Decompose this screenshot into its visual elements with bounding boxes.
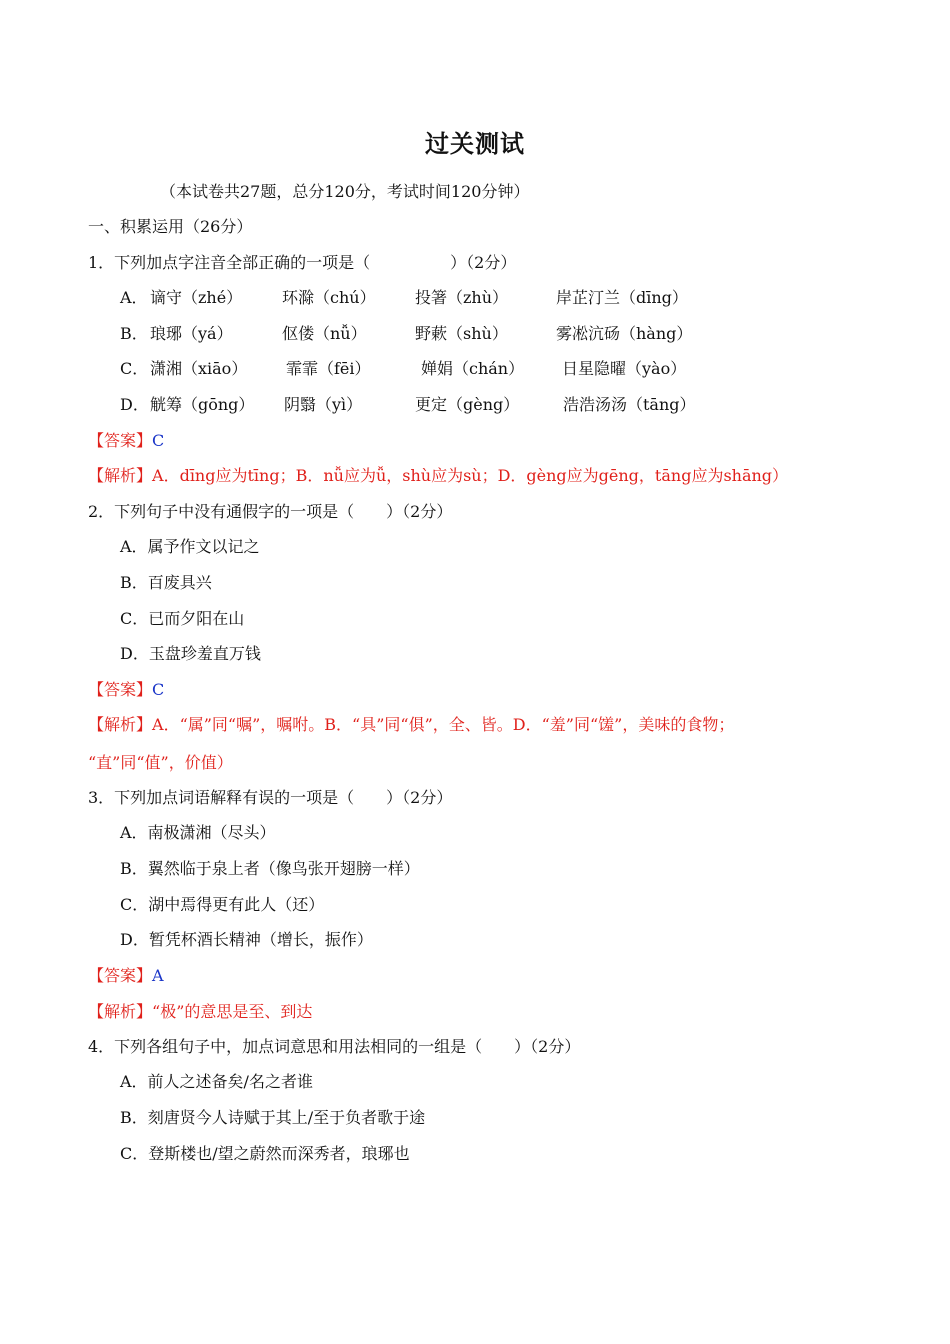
option-item: 浩浩汤汤（tāng） (563, 395, 696, 414)
answer-tag: 【答案】 (88, 431, 153, 450)
question-4-option-c: C．登斯楼也/望之蔚然而深秀者，琅琊也 (120, 1144, 410, 1163)
question-2-analysis (88, 715, 734, 735)
answer-value: C (152, 680, 165, 699)
question-4-stem: 4．下列各组句子中，加点词意思和用法相同的一组是（ ）（2分） (88, 1037, 581, 1056)
option-label: A． (120, 288, 148, 307)
option-item: 岸芷汀兰（dīng） (556, 288, 688, 307)
question-1-answer (88, 431, 164, 451)
option-item: 雾凇沆砀（hàng） (556, 324, 693, 343)
section-heading: 一、积累运用（26分） (88, 217, 253, 236)
question-3-option-c: C．湖中焉得更有此人（还） (120, 895, 325, 914)
analysis-text: A．“属”同“嘱”，嘱咐。B．“具”同“俱”，全、皆。D．“羞”同“馐”，美味的食物； (152, 715, 735, 734)
question-2-stem: 2．下列句子中没有通假字的一项是（ ）（2分） (88, 502, 453, 521)
option-item: 日星隐曜（yào） (562, 359, 687, 378)
analysis-tag: 【解析】 (88, 1002, 153, 1021)
question-3-option-a: A．南极潇湘（尽头） (120, 823, 276, 842)
option-item: 潇湘（xiāo） (150, 359, 248, 378)
question-1-stem: 1．下列加点字注音全部正确的一项是（ ）（2分） (88, 253, 517, 272)
exam-intro: （本试卷共27题，总分120分，考试时间120分钟） (160, 182, 530, 201)
option-label: C． (120, 359, 149, 378)
answer-tag: 【答案】 (88, 966, 153, 985)
option-item: 琅琊（yá） (150, 324, 233, 343)
option-item: 伛偻（nǚ） (282, 324, 367, 343)
option-item: 野蔌（shù） (415, 324, 508, 343)
question-3-option-b: B．翼然临于泉上者（像鸟张开翅膀一样） (120, 859, 420, 878)
option-item: 婵娟（chán） (421, 359, 525, 378)
option-item: 霏霏（fēi） (286, 359, 371, 378)
answer-value: A (152, 966, 164, 985)
question-2-option-c: C．已而夕阳在山 (120, 609, 245, 628)
question-3-answer (88, 966, 164, 986)
question-2-analysis-cont: “直”同“值”，价值） (88, 753, 233, 772)
question-2-option-d: D．玉盘珍羞直万钱 (120, 644, 261, 663)
analysis-text: A．dīng应为tīng；B．nǚ应为ǚ，shù应为sù；D．gèng应为gēng，tāng应为shāng） (152, 466, 789, 485)
question-3-analysis (88, 1002, 312, 1022)
option-item: 阴翳（yì） (284, 395, 363, 414)
option-item: 觥筹（gōng） (150, 395, 255, 414)
option-label: D． (120, 395, 149, 414)
question-1-analysis (88, 466, 788, 486)
analysis-tag: 【解析】 (88, 715, 153, 734)
question-3-stem: 3．下列加点词语解释有误的一项是（ ）（2分） (88, 788, 453, 807)
question-2-option-b: B．百废具兴 (120, 573, 212, 592)
option-item: 投箸（zhù） (415, 288, 509, 307)
analysis-tag: 【解析】 (88, 466, 153, 485)
option-item: 谪守（zhé） (150, 288, 243, 307)
answer-value: C (152, 431, 165, 450)
question-4-option-b: B．刻唐贤今人诗赋于其上/至于负者歌于途 (120, 1108, 426, 1127)
question-2-option-a: A．属予作文以记之 (120, 537, 260, 556)
question-4-option-a: A．前人之述备矣/名之者谁 (120, 1072, 313, 1091)
option-item: 环滁（chú） (282, 288, 376, 307)
option-label: B． (120, 324, 148, 343)
analysis-text: “极”的意思是至、到达 (152, 1002, 313, 1021)
answer-tag: 【答案】 (88, 680, 153, 699)
option-item: 更定（gèng） (415, 395, 520, 414)
page-title: 过关测试 (425, 129, 525, 158)
question-3-option-d: D．暂凭杯酒长精神（增长，振作） (120, 930, 373, 949)
question-2-answer (88, 680, 164, 700)
